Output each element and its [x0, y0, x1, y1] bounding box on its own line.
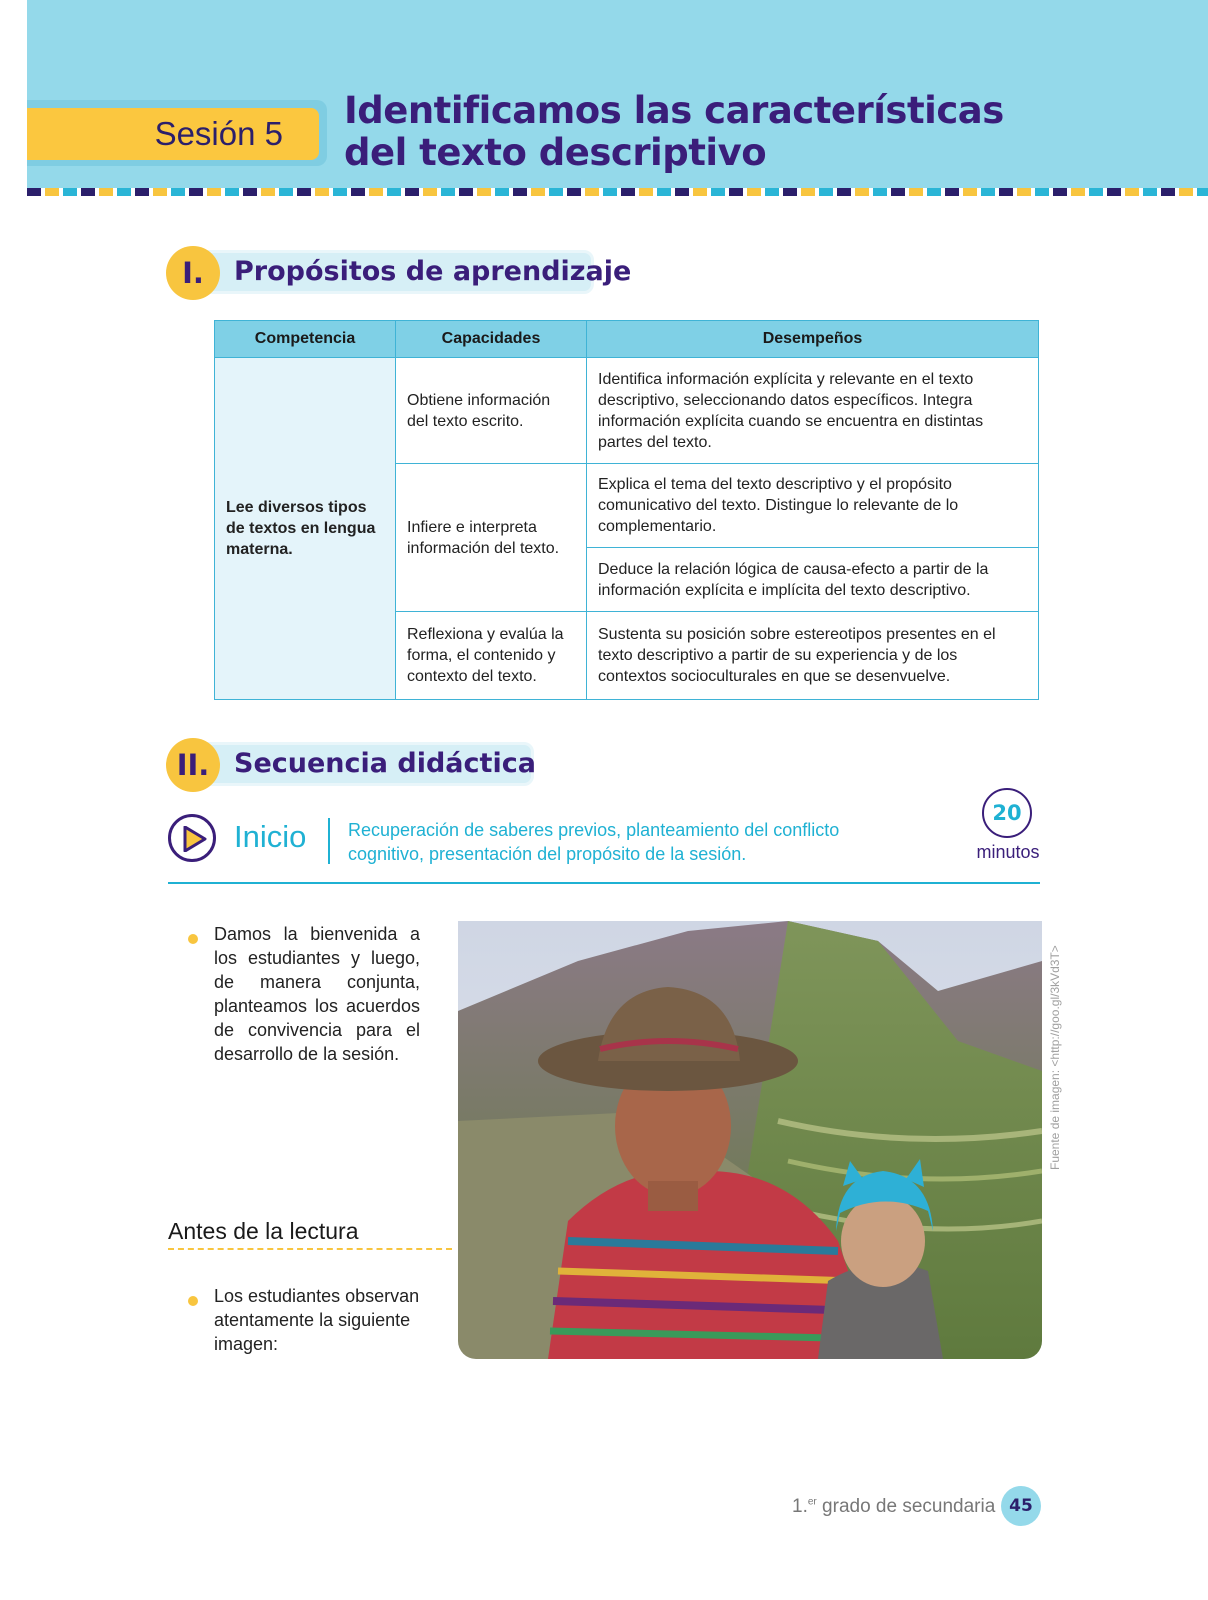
header-capacidades: Capacidades	[396, 321, 587, 358]
photo-woman-and-child	[458, 921, 1042, 1359]
section-title: Secuencia didáctica	[234, 748, 536, 779]
session-label: Sesión 5	[154, 115, 283, 152]
bullet-icon	[188, 934, 198, 944]
page-title: Identificamos las características del texto descriptivo	[344, 89, 1004, 174]
capacidad-cell: Obtiene información del texto escrito.	[396, 358, 587, 464]
inicio-label: Inicio	[234, 819, 307, 854]
footer-grade: 1.$^{er}$ grado de secundaria	[792, 1496, 996, 1517]
inicio-divider	[328, 818, 330, 864]
competencia-cell: Lee diversos tipos de textos en lengua materna.	[215, 358, 396, 700]
bullet-text: Los estudiantes observan atentamente la siguiente imagen:	[214, 1286, 420, 1354]
desempeno-cell: Explica el tema del texto descriptivo y el propósito comunicativo del texto. Distingue lo relevante de lo complementario.	[587, 464, 1039, 548]
divider	[168, 882, 1040, 884]
timer-unit: minutos	[976, 842, 1040, 862]
play-icon	[168, 814, 216, 862]
header-desempenos: Desempeños	[587, 321, 1039, 358]
section-heading-secuencia	[166, 738, 546, 794]
bullet-text: Damos la bienvenida a los estudiantes y luego, de manera conjunta, planteamos los acuerdos de convivencia para el desarrollo de la sesión.	[214, 924, 420, 1064]
timer-minutes: 20	[992, 801, 1022, 825]
section-number: II.	[166, 738, 220, 792]
desempeno-cell: Identifica información explícita y relevante en el texto descriptivo, seleccionando datos específicos. Integra información explícita cuando se encuentra en distintas partes del texto.	[587, 358, 1039, 464]
capacidad-cell: Reflexiona y evalúa la forma, el contenido y contexto del texto.	[396, 612, 587, 700]
dashed-divider	[168, 1248, 452, 1250]
section-number: I.	[166, 246, 220, 300]
bullet-icon	[188, 1296, 198, 1306]
section-heading-propositos	[166, 246, 632, 302]
competency-table	[214, 320, 1039, 700]
desempeno-cell: Deduce la relación lógica de causa-efecto a partir de la información explícita e implícita del texto descriptivo.	[587, 548, 1039, 612]
inicio-description: Recuperación de saberes previos, planteamiento del conflicto cognitivo, presentación del propósito de la sesión.	[348, 820, 840, 864]
timer-icon	[982, 788, 1032, 838]
capacidad-cell: Infiere e interpreta información del texto.	[396, 464, 587, 612]
session-tab	[27, 100, 327, 166]
photo-caption: Fuente de imagen: <http://goo.gl/3kVd3T>	[1048, 945, 1062, 1170]
subheading-antes: Antes de la lectura	[168, 1218, 359, 1244]
header-stripe	[27, 188, 1208, 196]
header-competencia: Competencia	[215, 321, 396, 358]
desempeno-cell: Sustenta su posición sobre estereotipos presentes en el texto descriptivo a partir de su experiencia y de los contextos socioculturales en que se desenvuelve.	[587, 612, 1039, 700]
section-title: Propósitos de aprendizaje	[234, 256, 632, 287]
page-number: 45	[1001, 1486, 1041, 1526]
